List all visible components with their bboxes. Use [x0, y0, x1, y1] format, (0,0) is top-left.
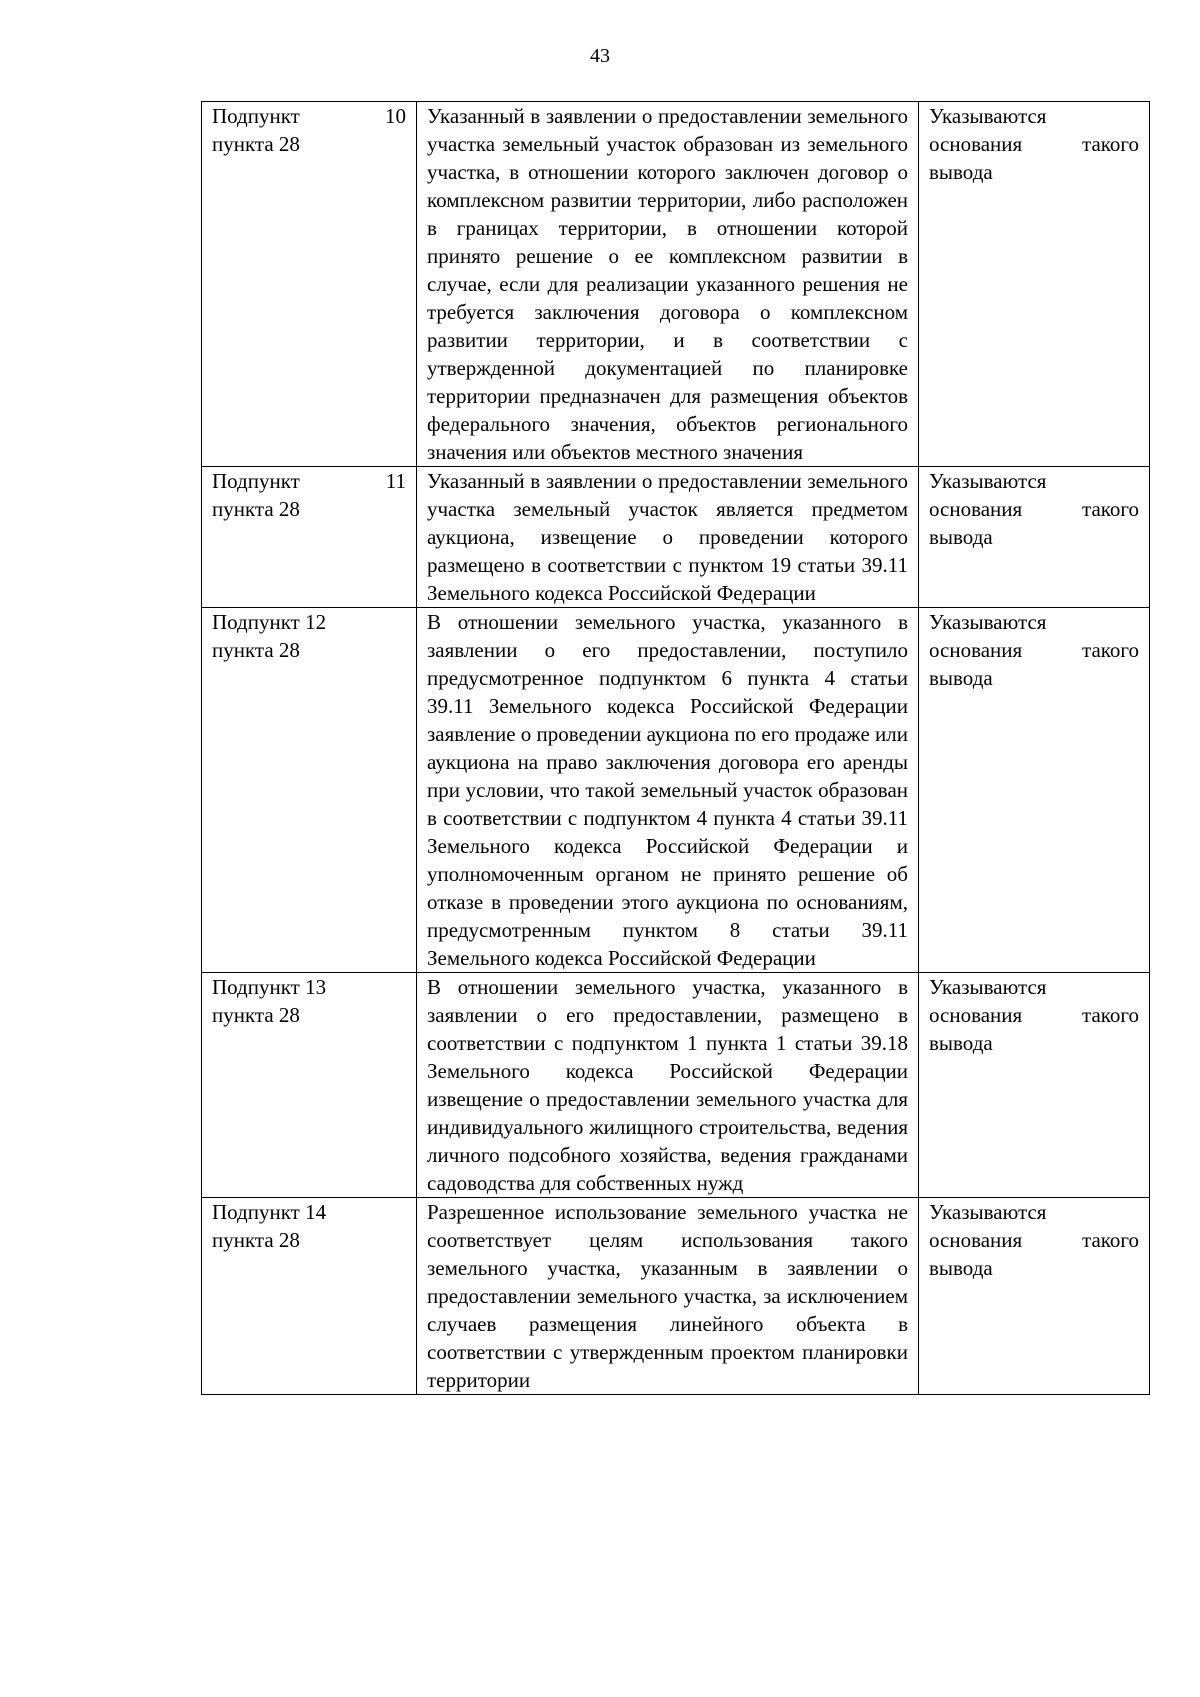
- reference-number: 13: [305, 975, 327, 999]
- explanation-note: Указываются основания такого вывода: [919, 102, 1150, 467]
- explanation-note: Указываются основания такого вывода: [919, 973, 1150, 1198]
- reference-label: Подпункт: [212, 104, 300, 128]
- table-row: [202, 467, 1150, 608]
- table-row: [202, 1198, 1150, 1395]
- refusal-ground-text: Разрешенное использование земельного участка не соответствует целям использования такого земельного участка, указанным в заявлении о предоставлении земельного участка, за исключением случаев размещения линейного объекта в соответствии с утвержденным проектом планировки территории: [417, 1198, 919, 1395]
- grounds-table: [201, 101, 1150, 1395]
- reference-label: Подпункт: [212, 610, 300, 634]
- reference-number: 14: [305, 1200, 327, 1224]
- explanation-note: Указываются основания такого вывода: [919, 467, 1150, 608]
- refusal-ground-text: В отношении земельного участка, указанного в заявлении о его предоставлении, размещено в соответствии с подпунктом 1 пункта 1 статьи 39.18 Земельного кодекса Российской Федерации извещение о предоставлении земельного участка для индивидуального жилищного строительства, ведения личного подсобного хозяйства, ведения гражданами садоводства для собственных нужд: [417, 973, 919, 1198]
- reference-line-2: пункта 28: [212, 1003, 300, 1027]
- table-body: [202, 102, 1150, 1395]
- row-reference-cell: [202, 973, 417, 1198]
- reference-label: Подпункт: [212, 1200, 300, 1224]
- reference-line-1: [212, 973, 406, 1001]
- reference-number: 12: [305, 610, 327, 634]
- refusal-ground-text: Указанный в заявлении о предоставлении земельного участка земельный участок образован из земельного участка, в отношении которого заключен договор о комплексном развитии территории, либо расположен в границах территории, в отношении которой принято решение о ее комплексном развитии в случае, если для реализации указанного решения не требуется заключения договора о комплексном развитии территории, и в соответствии с утвержденной документацией по планировке территории предназначен для размещения объектов федерального значения, объектов регионального значения или объектов местного значения: [417, 102, 919, 467]
- reference-line-2: пункта 28: [212, 497, 300, 521]
- row-reference-cell: [202, 608, 417, 973]
- reference-line-1: [212, 1198, 406, 1226]
- reference-number: 10: [385, 104, 406, 128]
- reference-label: Подпункт: [212, 975, 300, 999]
- table-row: [202, 102, 1150, 467]
- reference-label: Подпункт: [212, 469, 300, 493]
- table-row: [202, 973, 1150, 1198]
- page-number: 43: [590, 45, 610, 67]
- reference-line-2: пункта 28: [212, 638, 300, 662]
- reference-line-1: [212, 102, 406, 130]
- reference-line-1: [212, 467, 406, 495]
- reference-number: 11: [385, 469, 406, 493]
- explanation-note: Указываются основания такого вывода: [919, 1198, 1150, 1395]
- row-reference-cell: [202, 102, 417, 467]
- table-row: [202, 608, 1150, 973]
- row-reference-cell: [202, 1198, 417, 1395]
- explanation-note: Указываются основания такого вывода: [919, 608, 1150, 973]
- reference-line-2: пункта 28: [212, 132, 300, 156]
- refusal-ground-text: В отношении земельного участка, указанного в заявлении о его предоставлении, поступило предусмотренное подпунктом 6 пункта 4 статьи 39.11 Земельного кодекса Российской Федерации заявление о проведении аукциона по его продаже или аукциона на право заключения договора его аренды при условии, что такой земельный участок образован в соответствии с подпунктом 4 пункта 4 статьи 39.11 Земельного кодекса Российской Федерации и уполномоченным органом не принято решение об отказе в проведении этого аукциона по основаниям, предусмотренным пунктом 8 статьи 39.11 Земельного кодекса Российской Федерации: [417, 608, 919, 973]
- refusal-ground-text: Указанный в заявлении о предоставлении земельного участка земельный участок является предметом аукциона, извещение о проведении которого размещено в соответствии с пунктом 19 статьи 39.11 Земельного кодекса Российской Федерации: [417, 467, 919, 608]
- reference-line-1: [212, 608, 406, 636]
- reference-line-2: пункта 28: [212, 1228, 300, 1252]
- row-reference-cell: [202, 467, 417, 608]
